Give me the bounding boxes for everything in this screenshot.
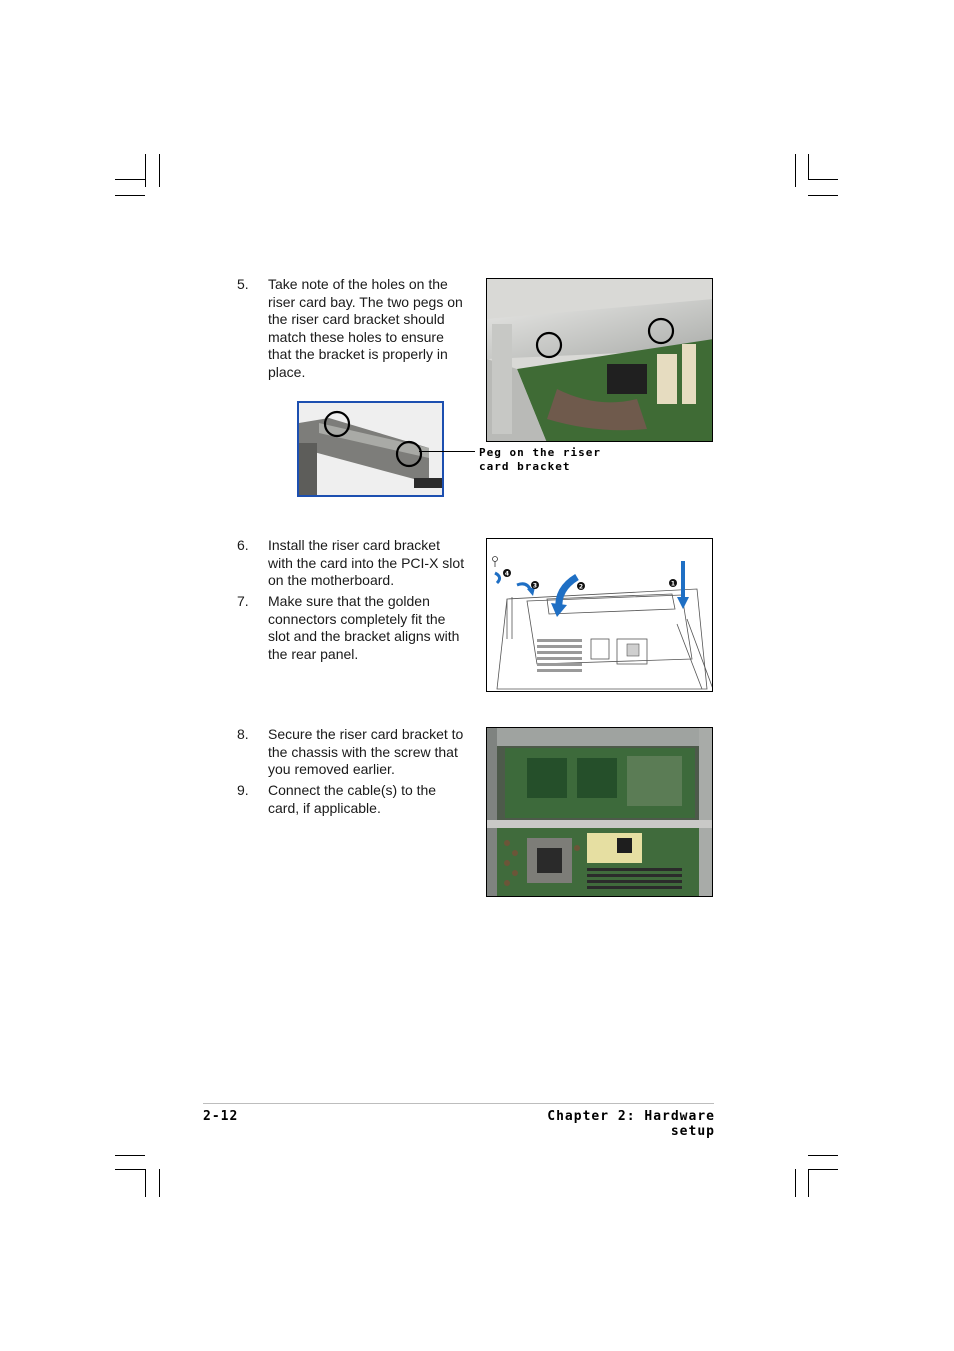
crop-mark (115, 1155, 145, 1156)
arrow-head-icon (677, 597, 689, 609)
callout-leader-line (419, 451, 475, 452)
photo-installed-riser-card (486, 727, 713, 897)
text-line: that the bracket is properly in (268, 346, 448, 362)
step-number: 5. (237, 276, 249, 292)
marker-label: 4 (504, 570, 510, 578)
text-line: card, if applicable. (268, 799, 381, 816)
screw-arrow-icon (495, 573, 500, 583)
crop-mark (115, 179, 145, 180)
step-text (268, 593, 459, 663)
photo-bracket-pegs-inset (297, 401, 444, 497)
crop-mark (808, 1169, 809, 1197)
text-line: match these holes to ensure (268, 328, 444, 345)
step-number: 6. (237, 537, 249, 553)
diagram-install-riser-card (486, 538, 713, 692)
text-line: on the motherboard. (268, 572, 395, 588)
chapter-title: Chapter 2: Hardware setup (547, 1109, 715, 1139)
step-number: 7. (237, 593, 249, 609)
crop-mark (808, 1169, 838, 1170)
arrow-head-icon (551, 603, 567, 617)
crop-mark (159, 154, 160, 187)
callout-line: Peg on the riser (479, 446, 601, 459)
text-line: Secure the riser card bracket to (268, 726, 464, 742)
marker-label: 1 (670, 580, 676, 588)
step-text (268, 782, 436, 817)
marker-label: 3 (532, 582, 538, 590)
crop-mark (808, 195, 838, 196)
install-diagram-illustration (487, 539, 713, 692)
photo-riser-card-bay (486, 278, 713, 442)
crop-mark (808, 154, 809, 180)
riser-bay-illustration (487, 279, 713, 442)
step-text (268, 537, 464, 590)
crop-mark (145, 154, 146, 187)
text-line: Install the riser card bracket (268, 537, 440, 553)
page-number: 2-12 (203, 1109, 239, 1124)
text-line: you removed earlier. (268, 761, 395, 777)
text-line: Connect the cable(s) to the (268, 782, 437, 798)
footer-rule (203, 1103, 714, 1104)
marker-label: 2 (578, 583, 584, 591)
screw-icon (493, 557, 498, 562)
arrow-curve-icon (559, 577, 577, 609)
crop-mark (795, 154, 796, 187)
text-line: Make sure that the golden (268, 593, 430, 609)
callout-peg-label (479, 446, 601, 473)
crop-mark (115, 1169, 145, 1170)
text-line: riser card bay. The two pegs on (268, 293, 463, 310)
step-number: 8. (237, 726, 249, 742)
installed-card-illustration (487, 728, 713, 897)
text-line: connectors completely fit the (268, 610, 446, 627)
crop-mark (795, 1169, 796, 1197)
text-line: the chassis with the screw that (268, 743, 458, 760)
step-text (268, 276, 463, 381)
bracket-pegs-illustration (299, 403, 442, 495)
text-line: slot and the bracket aligns with (268, 628, 460, 644)
callout-line: card bracket (479, 459, 571, 473)
step-number: 9. (237, 782, 249, 798)
text-line: with the card into the PCI-X slot (268, 554, 465, 571)
step-text (268, 726, 463, 779)
crop-mark (115, 195, 145, 196)
crop-mark (145, 1169, 146, 1197)
crop-mark (808, 179, 838, 180)
text-line: the riser card bracket should (268, 311, 445, 327)
crop-mark (808, 1155, 838, 1156)
text-line: place. (268, 363, 306, 380)
text-line: Take note of the holes on the (268, 276, 448, 292)
crop-mark (159, 1169, 160, 1197)
text-line: the rear panel. (268, 645, 359, 662)
